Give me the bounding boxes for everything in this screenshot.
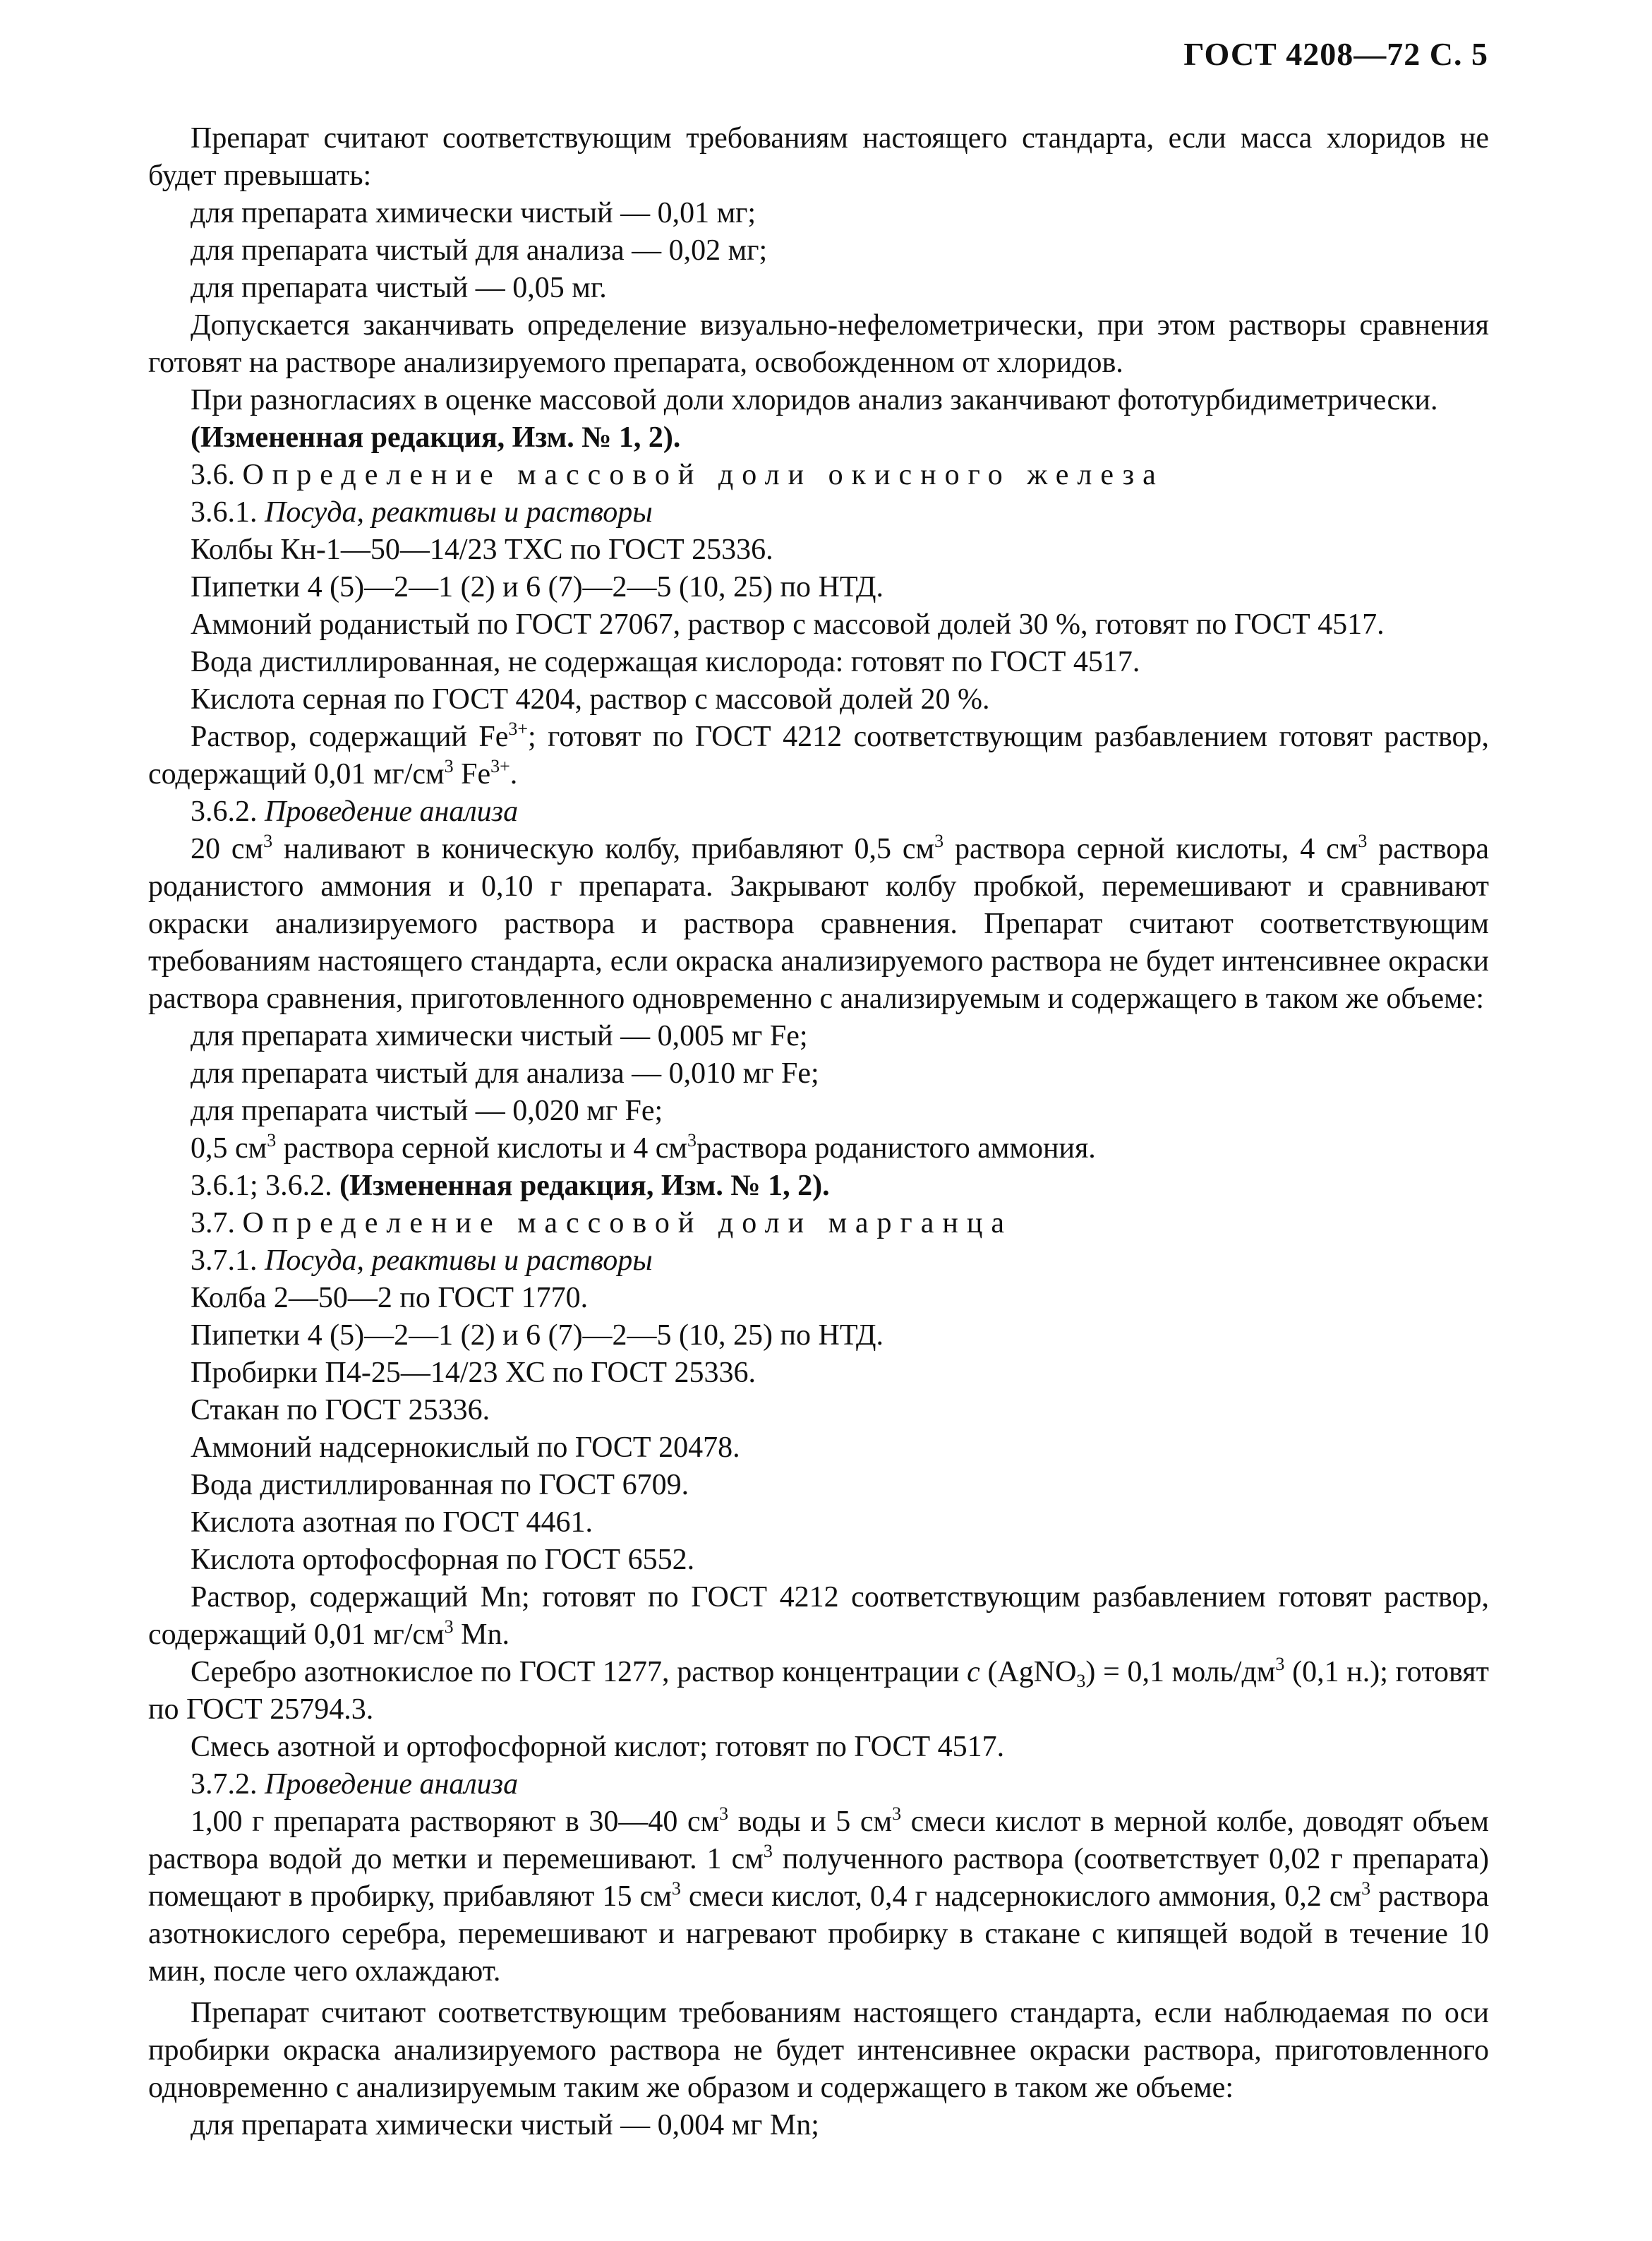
list-item: Кислота ортофосфорная по ГОСТ 6552. (191, 1544, 695, 1576)
section-number: 3.6. (191, 459, 235, 491)
list-item: Аммоний надсернокислый по ГОСТ 20478. (191, 1431, 740, 1464)
text-run: полученного раствора (соответствует 0,02 г препарата) помещают в пробирку, прибавляют 15 см (148, 1843, 1489, 1913)
amendment-note (148, 1167, 1489, 1205)
text-run: раствора азотнокислого серебра, перемешивают и нагревают пробирку в стакане с кипящей водой в течение 10 мин, после чего охлаждают. (148, 1880, 1490, 1988)
text-run: раствора серной кислоты и 4 см (276, 1132, 688, 1165)
section-number: 3.6.2. (191, 795, 258, 828)
superscript: 3 (763, 1841, 773, 1861)
subsection-heading-3-6-2 (148, 793, 1489, 831)
section-title: Определение массовой доли окисного железа (242, 459, 1164, 491)
section-title: Проведение анализа (265, 795, 519, 828)
text-run: Раствор, содержащий Mn; готовят по ГОСТ 4212 соответствующим разбавлением готовят раствор, содержащий 0,01 мг/см (148, 1581, 1489, 1651)
list-item: Колба 2—50—2 по ГОСТ 1770. (191, 1282, 589, 1314)
paragraph: Допускается заканчивать определение визуально-нефелометрически, при этом растворы сравнения готовят на растворе анализируемого препарата, освобожденном от хлоридов. (148, 309, 1489, 379)
list-item: Пипетки 4 (5)—2—1 (2) и 6 (7)—2—5 (10, 25) по НТД. (191, 1319, 884, 1352)
superscript: 3 (267, 1130, 277, 1150)
text-run: 20 см (191, 833, 264, 865)
list-item: Вода дистиллированная, не содержащая кислорода: готовят по ГОСТ 4517. (191, 646, 1140, 678)
list-item: Смесь азотной и ортофосфорной кислот; готовят по ГОСТ 4517. (191, 1731, 1005, 1763)
list-item: Стакан по ГОСТ 25336. (191, 1394, 490, 1426)
text-run: (Измененная редакция, Изм. № 1, 2). (339, 1170, 830, 1202)
text-run: Раствор, содержащий Fe (191, 721, 509, 753)
list-item: для препарата чистый для анализа — 0,010 мг Fe; (191, 1057, 819, 1090)
list-item: Аммоний роданистый по ГОСТ 27067, раствор с массовой долей 30 %, готовят по ГОСТ 4517. (191, 608, 1385, 641)
section-number: 3.7. (191, 1207, 235, 1239)
subscript: 3 (1076, 1671, 1086, 1691)
superscript: 3 (263, 831, 273, 851)
list-item: Колбы Кн-1—50—14/23 ТХС по ГОСТ 25336. (191, 534, 773, 566)
superscript: 3 (444, 1616, 454, 1637)
superscript: 3 (1275, 1654, 1285, 1674)
section-number: 3.7.1. (191, 1244, 258, 1277)
amendment-note: (Измененная редакция, Изм. № 1, 2). (191, 421, 681, 454)
text-run: 0,5 см (191, 1132, 267, 1165)
section-title: Посуда, реактивы и растворы (265, 496, 653, 529)
subsection-heading-3-7-2 (148, 1766, 1489, 1803)
superscript: 3 (892, 1803, 902, 1824)
superscript: 3 (934, 831, 944, 851)
text-run: раствора роданистого аммония. (697, 1132, 1096, 1165)
text-run: смеси кислот в мерной колбе, доводят объем раствора водой до метки и перемешивают. 1 см (148, 1806, 1489, 1875)
list-item: для препарата химически чистый — 0,01 мг; (191, 197, 756, 229)
subsection-heading-3-7-1 (148, 1242, 1489, 1280)
text-run: Mn. (453, 1618, 510, 1651)
list-item: Кислота серная по ГОСТ 4204, раствор с массовой долей 20 %. (191, 683, 990, 716)
superscript: 3 (1361, 1878, 1371, 1899)
text-run: Серебро азотнокислое по ГОСТ 1277, раствор концентрации (191, 1656, 967, 1688)
paragraph (148, 719, 1489, 793)
document-body (148, 120, 1489, 2144)
list-item: для препарата чистый — 0,020 мг Fe; (191, 1095, 663, 1127)
superscript: 3 (1358, 831, 1368, 851)
list-item: для препарата химически чистый — 0,004 мг Mn; (191, 2109, 819, 2141)
paragraph (148, 831, 1489, 1018)
text-run: Fe (453, 758, 491, 791)
list-item: Пипетки 4 (5)—2—1 (2) и 6 (7)—2—5 (10, 25) по НТД. (191, 571, 884, 603)
text-run: раствора серной кислоты, 4 см (943, 833, 1358, 865)
section-title: Посуда, реактивы и растворы (265, 1244, 653, 1277)
text-run: 3.6.1; 3.6.2. (191, 1170, 340, 1202)
paragraph (148, 1579, 1489, 1654)
text-run: воды и 5 см (728, 1806, 893, 1838)
list-item: Пробирки П4-25—14/23 ХС по ГОСТ 25336. (191, 1357, 756, 1389)
paragraph (148, 1803, 1489, 1990)
section-title: Проведение анализа (265, 1768, 519, 1801)
section-heading-3-7 (148, 1205, 1489, 1242)
superscript: 3+ (508, 719, 529, 739)
text-run: (0,1 н.); готовят по ГОСТ 25794.3. (148, 1656, 1489, 1726)
section-number: 3.7.2. (191, 1768, 258, 1801)
text-run: смеси кислот, 0,4 г надсернокислого аммония, 0,2 см (680, 1880, 1362, 1913)
text-run: (AgNO (979, 1656, 1077, 1688)
section-number: 3.6.1. (191, 496, 258, 529)
text-run: 1,00 г препарата растворяют в 30—40 см (191, 1806, 720, 1838)
superscript: 3 (671, 1878, 681, 1899)
section-heading-3-6 (148, 457, 1489, 494)
paragraph: Препарат считают соответствующим требованиям настоящего стандарта, если масса хлоридов не будет превышать: (148, 122, 1489, 192)
text-run: . (510, 758, 518, 791)
page-header: ГОСТ 4208—72 С. 5 (1183, 36, 1488, 72)
subsection-heading-3-6-1 (148, 494, 1489, 531)
list-item: Вода дистиллированная по ГОСТ 6709. (191, 1469, 689, 1501)
superscript: 3 (444, 756, 454, 776)
text-run: ; готовят по ГОСТ 4212 соответствующим разбавлением готовят раствор, содержащий 0,01 мг/см (148, 721, 1490, 791)
list-item: для препарата химически чистый — 0,005 мг Fe; (191, 1020, 808, 1052)
paragraph: При разногласиях в оценке массовой доли хлоридов анализ заканчивают фототурбидиметрически. (191, 384, 1438, 416)
text-run: c (967, 1656, 980, 1688)
text-run: раствора роданистого аммония и 0,10 г препарата. Закрывают колбу пробкой, перемешивают и сравнивают окраски анализируемого раствора и раствора сравнения. Препарат считают соответствующим требованиям настоящего стандарта, если окраска анализируемого раствора не будет интенсивнее окраски раствора сравнения, приготовленного одновременно с анализируемым и содержащего в таком же объеме: (148, 833, 1490, 1015)
paragraph: Препарат считают соответствующим требованиям настоящего стандарта, если наблюдаемая по оси пробирки окраска анализируемого раствора не будет интенсивнее окраски раствора, приготовленного одновременно с анализируемым таким же образом и содержащего в таком же объеме: (148, 1997, 1489, 2104)
superscript: 3+ (490, 756, 510, 776)
list-item: для препарата чистый для анализа — 0,02 мг; (191, 234, 768, 267)
list-item: Кислота азотная по ГОСТ 4461. (191, 1506, 593, 1539)
text-run: наливают в коническую колбу, прибавляют 0,5 см (272, 833, 935, 865)
section-title: Определение массовой доли марганца (242, 1207, 1013, 1239)
paragraph (148, 1654, 1489, 1729)
list-item: для препарата чистый — 0,05 мг. (191, 272, 607, 304)
superscript: 3 (687, 1130, 697, 1150)
text-run: ) = 0,1 моль/дм (1085, 1656, 1276, 1688)
superscript: 3 (719, 1803, 729, 1824)
list-item (148, 1130, 1489, 1167)
